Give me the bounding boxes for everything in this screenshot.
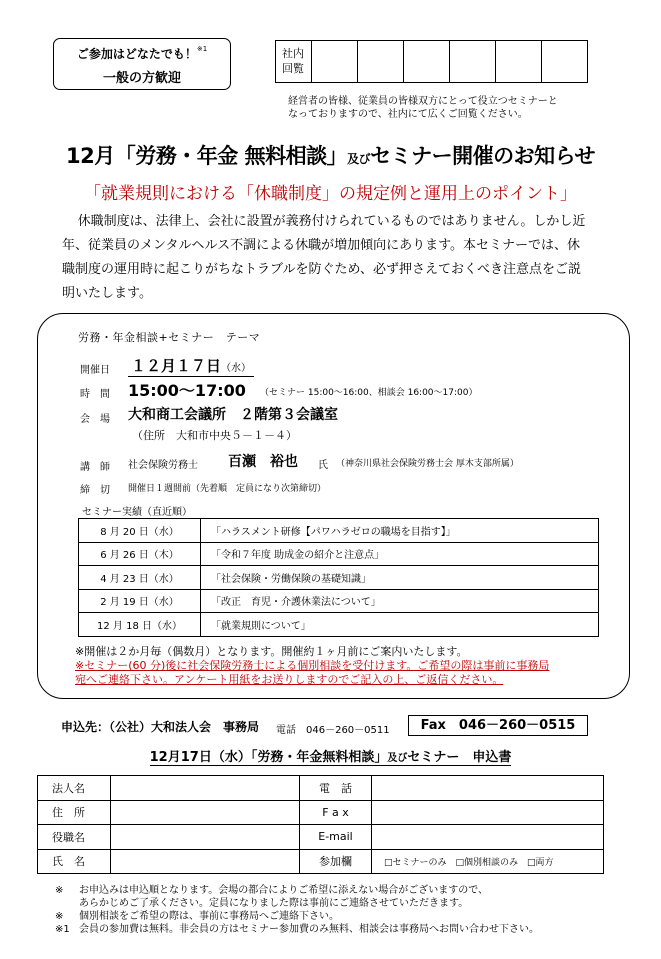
- history-topic: 「就業規則について」: [201, 613, 599, 637]
- table-row: [79, 613, 599, 637]
- badge-line2: 一般の方歓迎: [102, 71, 181, 86]
- history-caption: セミナー実績（直近順）: [82, 507, 192, 518]
- history-date: 12 月 18 日（水）: [79, 613, 201, 637]
- note-consultation: ※セミナー(60 分)後に社会保険労務士による個別相談を受付けます。ご希望の際は事前に事務局: [75, 659, 550, 672]
- deadline-label: 締 切: [80, 485, 110, 496]
- seminar-subtitle: 「就業規則における「休職制度」の規定例と運用上のポイント」: [84, 184, 577, 204]
- field-label-company: 法人名: [38, 776, 111, 801]
- table-row: [79, 542, 599, 566]
- time-value: 15:00～17:00: [128, 381, 246, 400]
- application-form: [37, 775, 604, 874]
- participation-options[interactable]: □セミナーのみ □個別相談のみ □両方: [372, 849, 604, 874]
- history-date: 8 月 20 日（水）: [79, 519, 201, 543]
- history-date: 6 月 26 日（木）: [79, 542, 201, 566]
- badge-footnote-mark: ※1: [196, 45, 208, 53]
- circulation-note: 経営者の皆様、従業員の皆様双方にとって役立つセミナーと なっておりますので、社内にて広くご回覧ください。: [288, 96, 558, 120]
- history-topic: 「令和７年度 助成金の紹介と注意点」: [201, 542, 599, 566]
- venue-value: 大和商工会議所 ２階第３会議室: [128, 407, 338, 423]
- audience-badge: [53, 38, 231, 90]
- form-title: 12月17日（水）「労務・年金無料相談」及びセミナー 申込書: [149, 750, 512, 765]
- venue-label: 会 場: [80, 414, 110, 425]
- theme-label: 労務・年金相談+セミナー テーマ: [78, 331, 261, 344]
- lecturer-affiliation: （神奈川県社会保険労務士会 厚木支部所属）: [336, 459, 519, 469]
- intro-paragraph: 休職制度は、法律上、会社に設置が義務付けられているものではありません。しかし近 年、従業員のメンタルヘルス不調による休職が増加傾向にあります。本セミナーでは、休 職制度の運用時に起こりがちなトラブルを防ぐため、必ず押さえておくべき注意点をご説 明いたします。: [62, 214, 586, 301]
- field-label-position: 役職名: [38, 825, 111, 850]
- date-label: 開催日: [80, 365, 110, 376]
- contact-label: 申込先：（公社）大和法人会 事務局: [61, 720, 260, 734]
- contact-fax: Fax 046－260－0515: [408, 715, 588, 736]
- fax-field[interactable]: [372, 800, 604, 825]
- field-label-phone: 電 話: [300, 776, 372, 801]
- contact-phone: 電話 046－260－0511: [276, 725, 390, 736]
- table-row: [79, 566, 599, 590]
- stamp-box[interactable]: [542, 41, 588, 83]
- history-topic: 「ハラスメント研修【パワハラゼロの職場を目指す】」: [201, 519, 599, 543]
- stamp-box[interactable]: [404, 41, 450, 83]
- lecturer-honorific: 氏: [318, 460, 328, 471]
- seminar-notes: [75, 645, 620, 687]
- field-label-name: 氏 名: [38, 849, 111, 874]
- stamp-box[interactable]: [358, 41, 404, 83]
- footnotes: [55, 884, 635, 936]
- table-row: [38, 776, 604, 801]
- lecturer-label: 講 師: [80, 462, 110, 473]
- email-field[interactable]: [372, 825, 604, 850]
- time-note: （セミナー 15:00～16:00、相談会 16:00～17:00）: [260, 388, 478, 398]
- field-label-email: E-mail: [300, 825, 372, 850]
- history-topic: 「社会保険・労働保険の基礎知識」: [201, 566, 599, 590]
- footnote: ※ 個別相談をご希望の際は、事前に事務局へご連絡下さい。: [55, 911, 339, 922]
- company-field[interactable]: [111, 776, 300, 801]
- table-row: [38, 825, 604, 850]
- circulation-label: 社内 回覧: [276, 41, 312, 83]
- note-consultation-cont: 宛へご連絡下さい。アンケート用紙をお送りしますのでご記入の上、ご返信ください。: [75, 673, 504, 686]
- history-topic: 「改正 育児・介護休業法について」: [201, 589, 599, 613]
- name-field[interactable]: [111, 849, 300, 874]
- time-label: 時 間: [80, 389, 110, 400]
- footnote: ※1 会員の参加費は無料。非会員の方はセミナー参加費のみ無料、相談会は事務局へお問い合わせ下さい。: [55, 924, 539, 935]
- table-row: [79, 519, 599, 543]
- field-label-fax: F a x: [300, 800, 372, 825]
- phone-field[interactable]: [372, 776, 604, 801]
- date-value: １２月１７日（水）: [128, 355, 254, 377]
- stamp-box[interactable]: [312, 41, 358, 83]
- field-label-participation: 参加欄: [300, 849, 372, 874]
- footnote: ※ お申込みは申込順となります。会場の都合によりご希望に添えない場合がございますので、: [55, 885, 488, 896]
- history-date: 4 月 23 日（水）: [79, 566, 201, 590]
- table-row: [38, 800, 604, 825]
- lecturer-name: 百瀬 裕也: [228, 454, 298, 470]
- field-label-address: 住 所: [38, 800, 111, 825]
- stamp-box[interactable]: [450, 41, 496, 83]
- position-field[interactable]: [111, 825, 300, 850]
- page-title: 12月「労務・年金 無料相談」及びセミナー開催のお知らせ: [66, 144, 595, 168]
- footnote: あらかじめご了承ください。定員になりました際は事前にご連絡させていただきます。: [79, 898, 469, 909]
- stamp-box[interactable]: [496, 41, 542, 83]
- seminar-history-table: [78, 518, 599, 637]
- lecturer-title: 社会保険労務士: [128, 460, 198, 471]
- history-date: 2 月 19 日（水）: [79, 589, 201, 613]
- note-schedule: ※開催は２か月毎（偶数月）となります。開催約１ヶ月前にご案内いたします。: [75, 645, 468, 658]
- venue-address: （住所 大和市中央５－１－４）: [132, 429, 297, 442]
- circulation-stamp-boxes: [275, 40, 588, 83]
- table-row: [79, 589, 599, 613]
- deadline-value: 開催日１週間前（先着順 定員になり次第締切）: [128, 484, 327, 494]
- address-field[interactable]: [111, 800, 300, 825]
- badge-line1: ご参加はどなたでも！$^{※1}$: [76, 45, 208, 61]
- table-row: [38, 849, 604, 874]
